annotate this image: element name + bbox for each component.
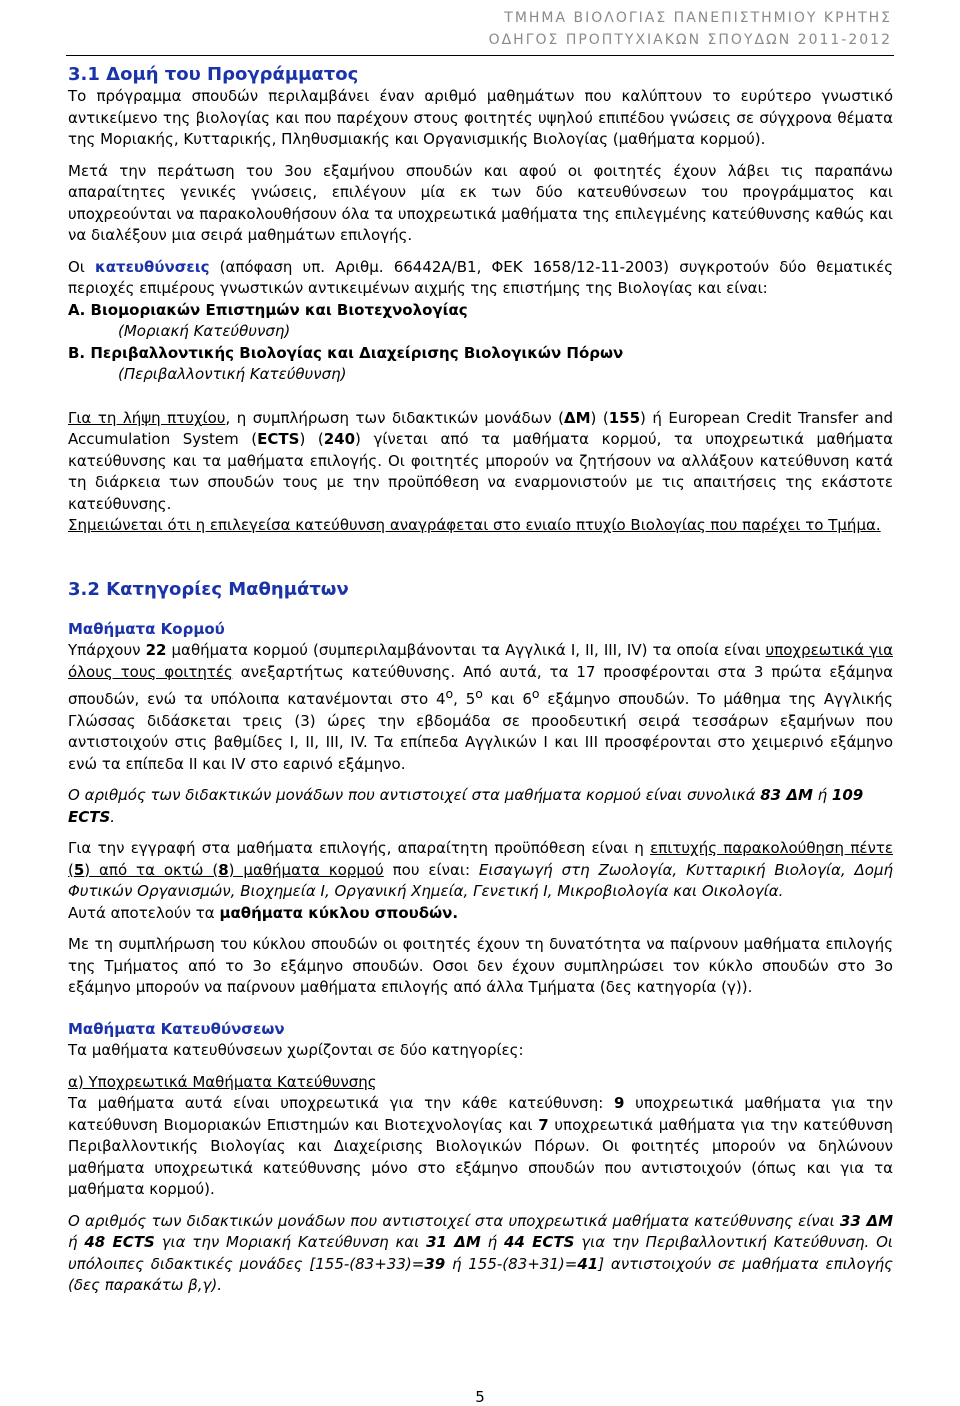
direction-a-title: Α. Βιομοριακών Επιστημών και Βιοτεχνολογίας [68,300,468,319]
page-number: 5 [475,1388,485,1406]
paragraph-directions-choice: Μετά την περάτωση του 3ου εξαμήνου σπουδών και αφού οι φοιτητές έχουν λάβει τις παραπάνω απαραίτητες γενικές γνώσεις, επιλέγουν μία εκ των δύο κατευθύνσεων του προγράμματος και υποχρεούνται να παρακολουθήσουν όλα τα υποχρεωτικά μαθήματα της επιλεγμένης κατεύθυνσης καθώς και να διαλέξουν μια σειρά μαθημάτων επιλογής. [68,161,893,244]
section-title-3-2: 3.2 Κατηγορίες Μαθημάτων [68,578,349,600]
paragraph-study-cycle: Αυτά αποτελούν τα μαθήματα κύκλου σπουδών. [68,903,459,922]
heading-core-courses: Μαθήματα Κορμού [68,619,225,638]
direction-b-subtitle: (Περιβαλλοντική Κατεύθυνση) [118,365,347,383]
keyword-directions: κατευθύνσεις [95,257,210,276]
header-department: ΤΜΗΜΑ ΒΙΟΛΟΓΙΑΣ ΠΑΝΕΠΙΣΤΗΜΙΟΥ ΚΡΗΤΗΣ [504,10,892,26]
paragraph-core-credits: Ο αριθμός των διδακτικών μονάδων που αντιστοιχεί στα μαθήματα κορμού είναι συνολικά 83 ΔΜ ή 109 ECTS. [68,786,864,826]
paragraph-elective-prereq: Για την εγγραφή στα μαθήματα επιλογής, απαραίτητη προϋπόθεση είναι η επιτυχής παρακολούθηση πέντε (5) από τα οκτώ (8) μαθήματα κορμού που είναι: Εισαγωγή στη Ζωολογία, Κυτταρική Βιολογία, Δομή Φυτικών Οργανισμών, Βιοχημεία Ι, Οργανική Χημεία, Γενετική Ι, Μικροβιολογία και Οικολογία. [68,839,893,900]
page-content [68,64,893,1297]
header-divider [66,55,894,56]
section-title-3-1: 3.1 Δομή του Προγράμματος [68,64,359,85]
paragraph-mandatory-direction: Τα μαθήματα αυτά είναι υποχρεωτικά για την κάθε κατεύθυνση: 9 υποχρεωτικά μαθήματα για την κατεύθυνση Βιομοριακών Επιστημών και Βιοτεχνολογίας και 7 υποχρεωτικά μαθήματα για την κατεύθυνση Περιβαλλοντικής Βιολογίας και Διαχείρισης Βιολογικών Πόρων. Οι φοιτητές μπορούν να δηλώνουν μαθήματα υποχρεωτικά κατεύθυνσης μόνο στο εξάμηνο σπουδών που αντιστοιχούν (όπως και για τα μαθήματα κορμού). [68,1094,893,1198]
paragraph-cycle-completion: Με τη συμπλήρωση του κύκλου σπουδών οι φοιτητές έχουν τη δυνατότητα να παίρνουν μαθήματα επιλογής της Τμήματος από το 3ο εξάμηνο σπουδών. Οσοι δεν έχουν συμπληρώσει τον κύκλο σπουδών στο 3ο εξάμηνο μπορούν να παίρνουν μαθήματα επιλογής από άλλα Τμήματα (δες κατηγορία (γ)). [68,935,893,996]
heading-direction-courses: Μαθήματα Κατευθύνσεων [68,1019,285,1038]
direction-a-subtitle: (Μοριακή Κατεύθυνση) [118,322,291,340]
paragraph-core-courses: Υπάρχουν 22 μαθήματα κορμού (συμπεριλαμβάνονται τα Αγγλικά Ι, ΙΙ, ΙΙΙ, IV) τα οποία είναι υποχρεωτικά για όλους τους φοιτητές ανεξαρτήτως κατεύθυνσης. Από αυτά, τα 17 προσφέρονται στα 3 πρώτα εξάμηνα σπουδών, ενώ τα υπόλοιπα κατανέμονται στο $4^o$, $5^o$ και $6^o$ εξάμηνο σπουδών. Το μάθημα της Αγγλικής Γλώσσας διδάσκεται τρεις (3) ώρες την εβδομάδα σε προοδευτική σειρά τεσσάρων εξαμήνων που αντιστοιχούν στις βαθμίδες Ι, ΙΙ, ΙΙΙ, IV. Τα επίπεδα Αγγλικών Ι και ΙΙΙ προσφέρονται στο χειμερινό εξάμηνο ενώ τα επίπεδα ΙΙ και IV στο εαρινό εξάμηνο. [68,641,893,773]
header-guide-title: ΟΔΗΓΟΣ ΠΡΟΠΤΥΧΙΑΚΩΝ ΣΠΟΥΔΩΝ 2011-2012 [488,32,892,48]
paragraph-degree-note: Σημειώνεται ότι η επιλεγείσα κατεύθυνση αναγράφεται στο ενιαίο πτυχίο Βιολογίας που παρέχει το Τμήμα. [68,516,881,534]
paragraph-degree-requirements: Για τη λήψη πτυχίου, η συμπλήρωση των διδακτικών μονάδων (ΔΜ) (155) ή European Credit Transfer and Accumulation System (ECTS) (240) γίνεται από τα μαθήματα κορμού, τα υποχρεωτικά μαθήματα κατεύθυνσης και τα μαθήματα επιλογής. Οι φοιτητές μπορούν να ζητήσουν να αλλάξουν κατεύθυνση κατά τη διάρκεια των σπουδών τους με την προϋπόθεση να εναρμονιστούν με τις απαιτήσεις της εκάστοτε κατεύθυνσης. [68,408,893,513]
paragraph-directions: Οι κατευθύνσεις (απόφαση υπ. Αριθμ. 66442Α/Β1, ΦΕΚ 1658/12-11-2003) συγκροτούν δύο θεματικές περιοχές επιμέρους γνωστικών αντικειμένων αιχμής της επιστήμης της Βιολογίας και είναι: [68,257,893,297]
direction-b-title: Β. Περιβαλλοντικής Βιολογίας και Διαχείρισης Βιολογικών Πόρων [68,343,624,362]
paragraph-direction-categories: Τα μαθήματα κατευθύνσεων χωρίζονται σε δύο κατηγορίες: [68,1041,524,1059]
paragraph-direction-credits: Ο αριθμός των διδακτικών μονάδων που αντιστοιχεί στα υποχρεωτικά μαθήματα κατεύθυνσης είναι 33 ΔΜ ή 48 ECTS για την Μοριακή Κατεύθυνση και 31 ΔΜ ή 44 ECTS για την Περιβαλλοντική Κατεύθυνση. Οι υπόλοιπες διδακτικές μονάδες [155-(83+33)=39 ή 155-(83+31)=41] αντιστοιχούν σε μαθήματα επιλογής (δες παρακάτω β,γ). [68,1211,893,1294]
paragraph-intro: Το πρόγραμμα σπουδών περιλαμβάνει έναν αριθμό μαθημάτων που καλύπτουν το ευρύτερο γνωστικό αντικείμενο της βιολογίας και που παρέχουν στους φοιτητές υψηλού επιπέδου γνώσεις σε σύγχρονα θέματα της Μοριακής, Κυτταρικής, Πληθυσμιακής και Οργανισμικής Βιολογίας (μαθήματα κορμού). [68,87,893,148]
subheading-mandatory-direction: α) Υποχρεωτικά Μαθήματα Κατεύθυνσης [68,1072,377,1091]
